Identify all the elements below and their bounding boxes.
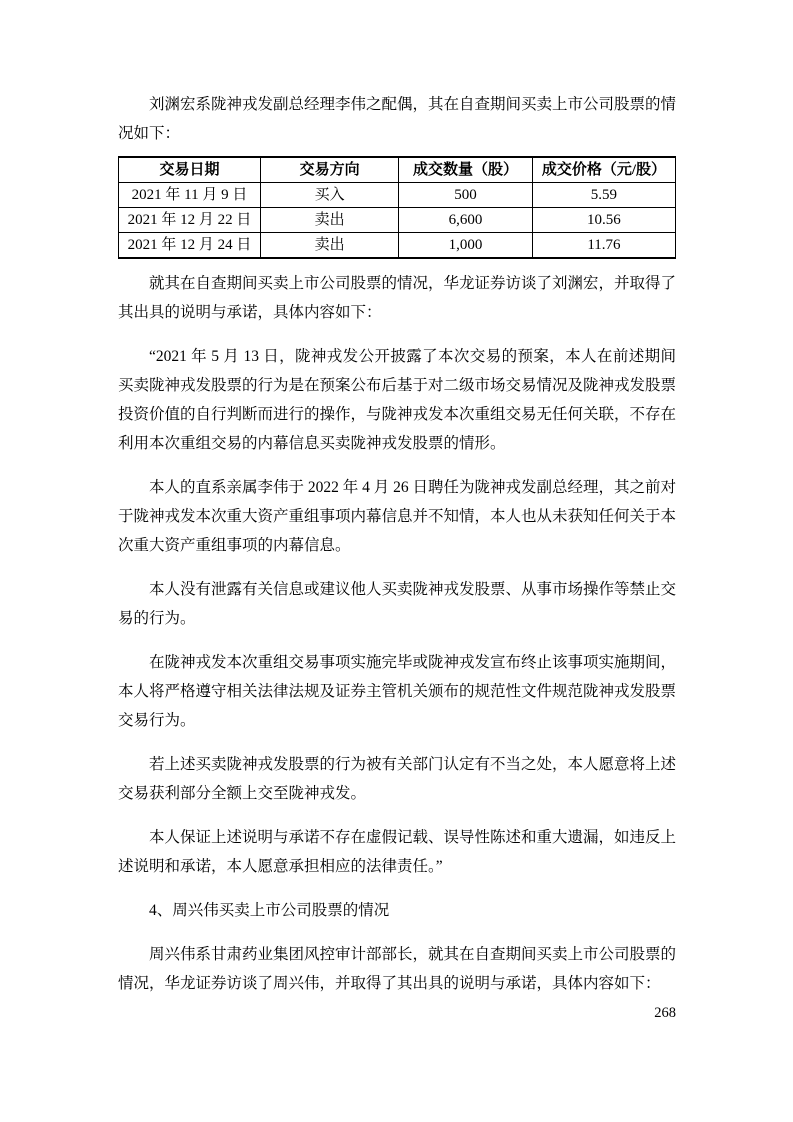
table-cell-date: 2021 年 11 月 9 日 — [119, 183, 261, 208]
paragraph-interview-intro: 就其在自查期间买卖上市公司股票的情况，华龙证券访谈了刘渊宏，并取得了其出具的说明与承诺，具体内容如下： — [118, 275, 677, 321]
paragraph-statement-2: 本人的直系亲属李伟于 2022 年 4 月 26 日聘任为陇神戎发副总经理，其之前对于陇神戎发本次重大资产重组事项内幕信息并不知情，本人也从未获知任何关于本次重大资产重组事项的内幕信息。 — [118, 479, 677, 554]
table-row — [119, 208, 676, 233]
trade-table — [118, 156, 676, 259]
paragraph-statement-5: 若上述买卖陇神戎发股票的行为被有关部门认定有不当之处，本人愿意将上述交易获利部分全额上交至陇神戎发。 — [118, 756, 677, 802]
table-row — [119, 233, 676, 259]
table-cell-quantity: 1,000 — [399, 233, 533, 259]
paragraph-statement-3: 本人没有泄露有关信息或建议他人买卖陇神戎发股票、从事市场操作等禁止交易的行为。 — [118, 581, 677, 627]
paragraph-statement-6: 本人保证上述说明与承诺不存在虚假记载、误导性陈述和重大遗漏，如违反上述说明和承诺，本人愿意承担相应的法律责任。” — [118, 829, 677, 875]
paragraph-intro: 刘渊宏系陇神戎发副总经理李伟之配偶，其在自查期间买卖上市公司股票的情况如下： — [118, 96, 677, 142]
table-header-cell: 交易方向 — [261, 157, 399, 183]
table-row — [119, 183, 676, 208]
table-cell-quantity: 500 — [399, 183, 533, 208]
table-cell-date: 2021 年 12 月 24 日 — [119, 233, 261, 259]
table-cell-date: 2021 年 12 月 22 日 — [119, 208, 261, 233]
page-number: 268 — [654, 1005, 676, 1021]
table-cell-direction: 卖出 — [261, 233, 399, 259]
table-header-cell: 交易日期 — [119, 157, 261, 183]
table-cell-quantity: 6,600 — [399, 208, 533, 233]
table-cell-price: 10.56 — [532, 208, 675, 233]
table-cell-direction: 买入 — [261, 183, 399, 208]
section-heading-4: 4、周兴伟买卖上市公司股票的情况 — [149, 902, 390, 919]
table-header-cell: 成交价格（元/股） — [532, 157, 675, 183]
table-cell-price: 11.76 — [532, 233, 675, 259]
table-header-cell: 成交数量（股） — [399, 157, 533, 183]
page-body — [118, 90, 676, 1013]
table-cell-direction: 卖出 — [261, 208, 399, 233]
paragraph-statement-1: “2021 年 5 月 13 日，陇神戎发公开披露了本次交易的预案，本人在前述期间买卖陇神戎发股票的行为是在预案公布后基于对二级市场交易情况及陇神戎发股票投资价值的自行判断而进行的操作，与陇神戎发本次重组交易无任何关联，不存在利用本次重组交易的内幕信息买卖陇神戎发股票的情形。 — [118, 348, 677, 452]
paragraph-statement-4: 在陇神戎发本次重组交易事项实施完毕或陇神戎发宣布终止该事项实施期间，本人将严格遵守相关法律法规及证券主管机关颁布的规范性文件规范陇神戎发股票交易行为。 — [118, 654, 677, 729]
table-cell-price: 5.59 — [532, 183, 675, 208]
paragraph-zhou-intro: 周兴伟系甘肃药业集团风控审计部部长，就其在自查期间买卖上市公司股票的情况，华龙证券访谈了周兴伟，并取得了其出具的说明与承诺，具体内容如下： — [118, 946, 677, 992]
table-header-row — [119, 157, 676, 183]
